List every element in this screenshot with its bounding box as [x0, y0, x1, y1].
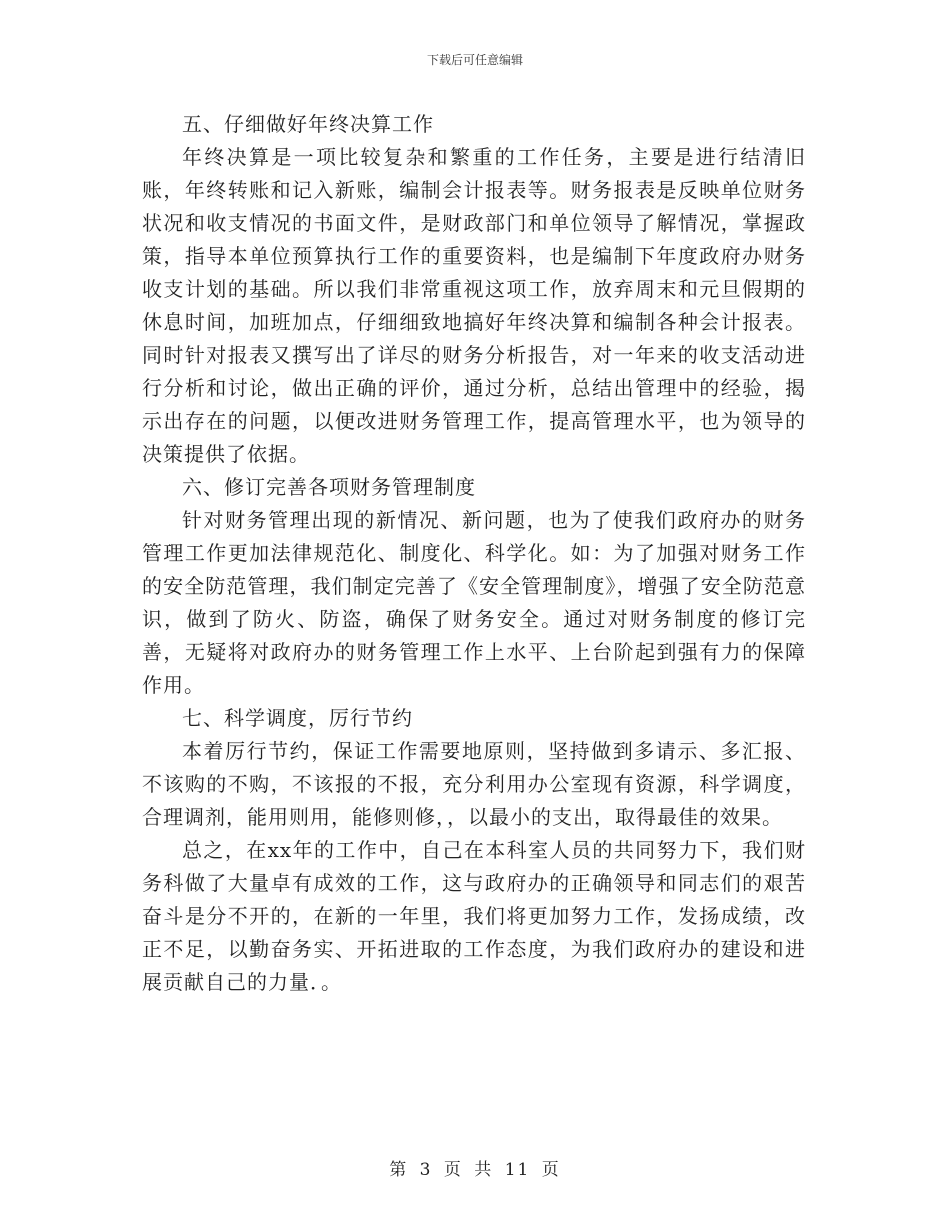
- document-body: [142, 108, 806, 999]
- page-number-footer: 第 3 页 共 11 页: [389, 1160, 561, 1180]
- section-heading-6: 六、修订完善各项财务管理制度: [182, 475, 476, 499]
- paragraph-year-end-accounts: 年终决算是一项比较复杂和繁重的工作任务，主要是进行结清旧账，年终转账和记入新账，编制会计报表等。财务报表是反映单位财务状况和收支情况的书面文件，是财政部门和单位领导了解情况，掌握政策，指导本单位预算执行工作的重要资料，也是编制下年度政府办财务收支计划的基础。所以我们非常重视这项工作，放弃周末和元旦假期的休息时间，加班加点，仔细细致地搞好年终决算和编制各种会计报表。同时针对报表又撰写出了详尽的财务分析报告，对一年来的收支活动进行分析和讨论，做出正确的评价，通过分析，总结出管理中的经验，揭示出存在的问题，以便改进财务管理工作，提高管理水平，也为领导的决策提供了依据。: [142, 145, 806, 466]
- paragraph-conclusion: 总之，在xx年的工作中，自己在本科室人员的共同努力下，我们财务科做了大量卓有成效的工作，这与政府办的正确领导和同志们的艰苦奋斗是分不开的，在新的一年里，我们将更加努力工作，发扬成绩，改正不足，以勤奋务实、开拓进取的工作态度，为我们政府办的建设和进展贡献自己的力量．。: [142, 838, 806, 994]
- page-header: 下载后可任意编辑: [426, 53, 523, 67]
- paragraph-management-rules: 针对财务管理出现的新情况、新问题，也为了使我们政府办的财务管理工作更加法律规范化、制度化、科学化。如：为了加强对财务工作的安全防范管理，我们制定完善了《安全管理制度》，增强了安全防范意识，做到了防火、防盗，确保了财务安全。通过对财务制度的修订完善，无疑将对政府办的财务管理工作上水平、上台阶起到强有力的保障作用。: [142, 508, 806, 697]
- section-heading-5: 五、仔细做好年终决算工作: [182, 112, 434, 136]
- paragraph-frugality: 本着厉行节约，保证工作需要地原则，坚持做到多请示、多汇报、不该购的不购，不该报的不报，充分利用办公室现有资源，科学调度，合理调剂，能用则用，能修则修，，以最小的支出，取得最佳的效果。: [142, 739, 806, 829]
- section-heading-7: 七、科学调度，厉行节约: [182, 706, 413, 730]
